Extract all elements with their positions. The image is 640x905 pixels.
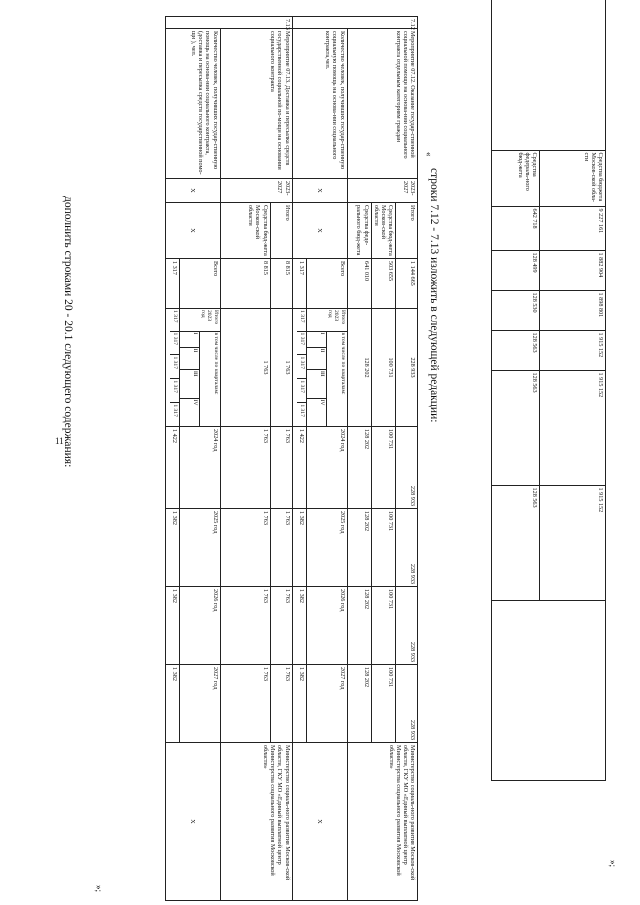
value-cell: 128 530 xyxy=(492,290,540,330)
value-cell: 8 815 xyxy=(220,259,270,309)
row-number: 7.13 xyxy=(165,17,292,29)
year-label: Итого 2023 год xyxy=(307,309,347,331)
value-cell: 1 915 152 xyxy=(540,330,606,370)
value-cell: 1 882 904 xyxy=(540,250,606,290)
continuation-table xyxy=(491,0,606,781)
section-heading-1: строки 7.12 - 7.13 изложить в следующей редакции: xyxy=(428,168,440,423)
year-label: 2025 год xyxy=(179,509,220,587)
year-label: 2024 год xyxy=(306,427,347,509)
value-cell: 128 563 xyxy=(492,330,540,370)
value-cell: 642 718 xyxy=(492,206,540,250)
value-cell: 1 898 801 xyxy=(540,290,606,330)
value-cell: 1 763 xyxy=(220,427,270,509)
source-label: Средства бюджета Москов-ской обла-сти xyxy=(540,150,606,206)
value-cell: 1 915 152 xyxy=(540,485,606,600)
year-label: 2026 год xyxy=(306,587,347,665)
quarter-value: 1 317 xyxy=(170,379,178,403)
total-label: Всего xyxy=(179,259,220,309)
value-cell: 1 763 xyxy=(220,509,270,587)
year-label: 2026 год xyxy=(179,587,220,665)
year-label: Итого 2023 год xyxy=(180,309,220,331)
value-cell: 228 933 xyxy=(396,587,418,665)
total-value: 1 317 xyxy=(165,259,179,309)
source-label: Средства федераль-ного бюд-жета xyxy=(492,150,540,206)
year-value: 1 382 xyxy=(292,665,306,743)
period: 2023-2027 xyxy=(220,179,292,203)
quote-close: »; xyxy=(94,885,104,893)
indicator-text: Количество человек, получивших государ-ственную помощь на основа-нии социального контракта, (доставка и пересылка средств государственной помо-щи ), чел. xyxy=(165,29,220,179)
value-cell: 1 763 xyxy=(270,509,292,587)
year-label: 2025 год xyxy=(306,509,347,587)
year-label: 2027 год xyxy=(179,665,220,743)
source-name: Средства бюд-жета Москов-ской области xyxy=(371,203,395,259)
source-name: Итого xyxy=(270,203,292,259)
row-number: 7.12 xyxy=(292,17,417,29)
quarter-value: 1 317 xyxy=(297,355,305,379)
quarter-label: II xyxy=(307,347,327,369)
quarters-block xyxy=(179,309,220,427)
quarter-value: 1 317 xyxy=(297,331,305,355)
empty-cell xyxy=(492,600,606,780)
year-value: 1 317 xyxy=(171,310,178,323)
value-cell: 100 731 xyxy=(371,309,395,427)
value-cell: 100 731 xyxy=(371,427,395,509)
value-cell: 128 563 xyxy=(492,370,540,485)
value-cell: 100 731 xyxy=(371,509,395,587)
quote-open: « xyxy=(424,152,434,157)
year-value: 1 382 xyxy=(292,509,306,587)
period: 2023-2027 xyxy=(347,179,417,203)
quarter-label: III xyxy=(307,370,327,399)
value-cell: 128 202 xyxy=(347,309,371,427)
section-heading-2: дополнить строками 20 - 20.1 следующего содержания: xyxy=(62,196,74,468)
quarter-label: IV xyxy=(307,398,327,426)
value-cell: 228 933 xyxy=(396,427,418,509)
x-mark: Х xyxy=(292,179,347,203)
value-cell: 503 655 xyxy=(371,259,395,309)
quarter-label: I xyxy=(180,331,200,347)
value-cell: 128 202 xyxy=(347,665,371,743)
value-cell: 1 763 xyxy=(270,587,292,665)
x-mark: Х xyxy=(165,179,220,203)
quarter-label: II xyxy=(180,347,200,369)
quarter-label: III xyxy=(180,370,200,399)
quarter-value: 1 317 xyxy=(297,379,305,403)
value-cell: 128 499 xyxy=(492,250,540,290)
value-cell: 9 227 161 xyxy=(540,206,606,250)
total-label: Всего xyxy=(306,259,347,309)
measure-title: Мероприятие 07.13. Доставка и пересылка средств государственной социальной по-мощи на основании социального контракта xyxy=(220,29,292,179)
year-label: 2027 год xyxy=(306,665,347,743)
executor: Министерство социаль-ного развития Москов-ской области, ГКУ МО «Единый выплатной центр Министерства социального развития Московской области» xyxy=(347,743,417,901)
value-cell: 228 933 xyxy=(396,665,418,743)
year-value: 1 382 xyxy=(165,509,179,587)
value-cell: 1 763 xyxy=(270,427,292,509)
value-cell: 228 933 xyxy=(396,309,418,427)
year-value: 1 382 xyxy=(165,665,179,743)
executor: Министерство социаль-ного развития Москов-ской области, ГКУ МО «Единый выплатной центр Министерства социального развития Московской области» xyxy=(220,743,292,901)
year-value: 1 317 xyxy=(298,310,305,323)
value-cell: 1 763 xyxy=(220,309,270,427)
quarter-label: IV xyxy=(180,398,200,426)
quarter-values xyxy=(165,309,179,427)
value-cell: 128 202 xyxy=(347,587,371,665)
year-value: 1 382 xyxy=(165,587,179,665)
year-value: 1 382 xyxy=(292,587,306,665)
value-cell: 128 202 xyxy=(347,427,371,509)
page-number: 11 xyxy=(55,436,64,446)
source-name: Итого xyxy=(396,203,418,259)
value-cell: 641 010 xyxy=(347,259,371,309)
total-value: 1 317 xyxy=(292,259,306,309)
value-cell: 1 144 665 xyxy=(396,259,418,309)
quarters-block xyxy=(306,309,347,427)
year-label: 2024 год xyxy=(179,427,220,509)
x-mark: Х xyxy=(165,203,220,259)
value-cell: 228 933 xyxy=(396,509,418,587)
x-mark: Х xyxy=(292,203,347,259)
quarter-value: 1 317 xyxy=(171,404,178,417)
value-cell: 1 763 xyxy=(270,309,292,427)
measures-table xyxy=(165,16,418,901)
source-name: Средства феде-рального бюд-жета xyxy=(347,203,371,259)
quarter-values xyxy=(292,309,306,427)
value-cell: 100 731 xyxy=(371,665,395,743)
source-name: Средства бюд-жета Москов-ской области xyxy=(220,203,270,259)
value-cell: 1 915 152 xyxy=(540,370,606,485)
value-cell: 128 202 xyxy=(347,509,371,587)
value-cell: 1 763 xyxy=(270,665,292,743)
value-cell: 1 763 xyxy=(220,587,270,665)
indicator-text: Количество человек, получивших государ-ственную социальную помощь на основа-нии социального контракта,чел. xyxy=(292,29,347,179)
quarter-label: I xyxy=(307,331,327,347)
empty-cell xyxy=(492,0,606,150)
quarter-value: 1 317 xyxy=(170,355,178,379)
value-cell: 128 563 xyxy=(492,485,540,600)
value-cell: 100 731 xyxy=(371,587,395,665)
year-value: 1 422 xyxy=(165,427,179,509)
year-value: 1 422 xyxy=(292,427,306,509)
x-mark: Х xyxy=(292,743,347,901)
quarters-label: в том числе по кварталам: xyxy=(327,331,347,426)
quote-close: »; xyxy=(608,860,618,868)
value-cell: 8 815 xyxy=(270,259,292,309)
x-mark: Х xyxy=(165,743,220,901)
quarter-value: 1 317 xyxy=(298,404,305,417)
quarters-label: в том числе по кварталам: xyxy=(200,331,220,426)
measure-title: Мероприятие 07.12. Оказание государ-ственной социальной помощи на основа-нии социального контракта отдельным категориям граждан xyxy=(347,29,417,179)
value-cell: 1 763 xyxy=(220,665,270,743)
quarter-value: 1 317 xyxy=(170,331,178,355)
